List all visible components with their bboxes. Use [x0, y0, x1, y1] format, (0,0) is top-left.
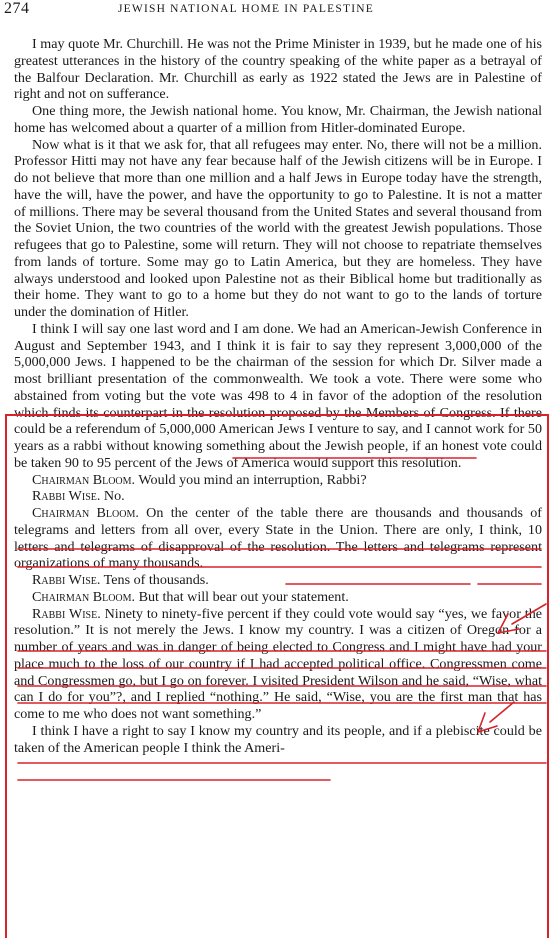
- highlight-box: [5, 414, 549, 938]
- speech-text: But that will bear out your statement.: [138, 588, 349, 605]
- speech-text: On the center of the table there are thousands and thousands of telegrams and letters from all over, every State in the Union. There are only, I think, 10 letters and telegrams of disapproval of the resolution. The letters and telegrams represent organizations of many thousands.: [14, 505, 542, 572]
- speaker-name: Chairman Bloom.: [32, 505, 139, 521]
- page-header: [0, 0, 556, 22]
- running-head: JEWISH NATIONAL HOME IN PALESTINE: [118, 3, 374, 15]
- paragraph-refugees: Now what is it that we ask for, that all refugees may enter. No, there will not be a million. Professor Hitti may not have any fear because half of the Jewish citizens will be in Europe. I do not believe that more than one million and a half Jews in Europe today have the strength, have the will, have the power, and have the opportunity to go to Palestine. It is not a matter of millions. There may be several thousand from the United States and several thousand from the Soviet Union, the two countries of the world with the greatest Jewish populations. Those refugees that go to Palestine, some will return. They will not choose to repatriate themselves from lands of torture. Some may go to Latin America, but they are homeless. They have always understood and looked upon Palestine not as their Biblical home but traditionally as their home. They want to go to a home but they do not want to go to the lands of torture under the domination of Hitler.: [14, 136, 542, 320]
- speech-text: Would you mind an interruption, Rabbi?: [138, 471, 367, 488]
- speaker-name: Chairman Bloom.: [32, 471, 136, 488]
- paragraph-closing: I think I have a right to say I know my country and its people, and if a plebiscite could be taken of the American people I think the Ameri-: [14, 722, 542, 756]
- speaker-name: Rabbi Wise.: [32, 605, 101, 622]
- speaker-name: Rabbi Wise.: [32, 572, 101, 588]
- page-number: 274: [4, 0, 30, 17]
- paragraph-churchill: I may quote Mr. Churchill. He was not the Prime Minister in 1939, but he made one of his greatest utterances in the history of the country speaking of the white paper as a betrayal of the Balfour Declaration. Mr. Churchill as early as 1922 stated the Jews are in Palestine of right and not on sufferance.: [14, 36, 542, 103]
- speech-text: Ninety to ninety-five percent if they could vote would say “yes, we favor the resolution.” It is not merely the Jews. I know my country. I was a citizen of Oregon for a number of years and was in danger of being elected to Congress and I might have had your place much to the loss of our country if I had accepted political office. Congressmen come and Congressmen go, but I go on forever. I visited President Wilson and he said, “Wise, what can I do for you”?, and I replied “nothing.” He said, “Wise, you are the first man that has come to me who does not want something.”: [14, 605, 543, 722]
- speaker-name: Rabbi Wise.: [32, 488, 101, 505]
- speech-text: No.: [103, 488, 125, 505]
- paragraph-national-home: One thing more, the Jewish national home. You know, Mr. Chairman, the Jewish national home has welcomed about a quarter of a million from Hitler-dominated Europe.: [14, 103, 542, 136]
- speaker-name: Chairman Bloom.: [32, 588, 136, 605]
- speech-text: Tens of thousands.: [103, 572, 209, 588]
- paragraph-last-word: I think I will say one last word and I am done. We had an American-Jewish Conference in August and September 1943, and I think it is fair to say they represent 3,000,000 of the 5,000,000 Jews. I happened to be the chairman of the session for which Dr. Silver made a most brilliant presentation of the commonwealth. We took a vote. There were some who abstained from voting but the vote was 498 to 4 in favor of the adoption of the resolution which finds its counterpart in the resolution proposed by the Members of Congress. If there could be a referendum of 5,000,000 American Jews I venture to say, and I cannot work for 50 years as a rabbi without knowing something about the Jewish people, if an honest vote could be taken 90 to 95 percent of the Jews of America would support this resolution.: [14, 320, 542, 471]
